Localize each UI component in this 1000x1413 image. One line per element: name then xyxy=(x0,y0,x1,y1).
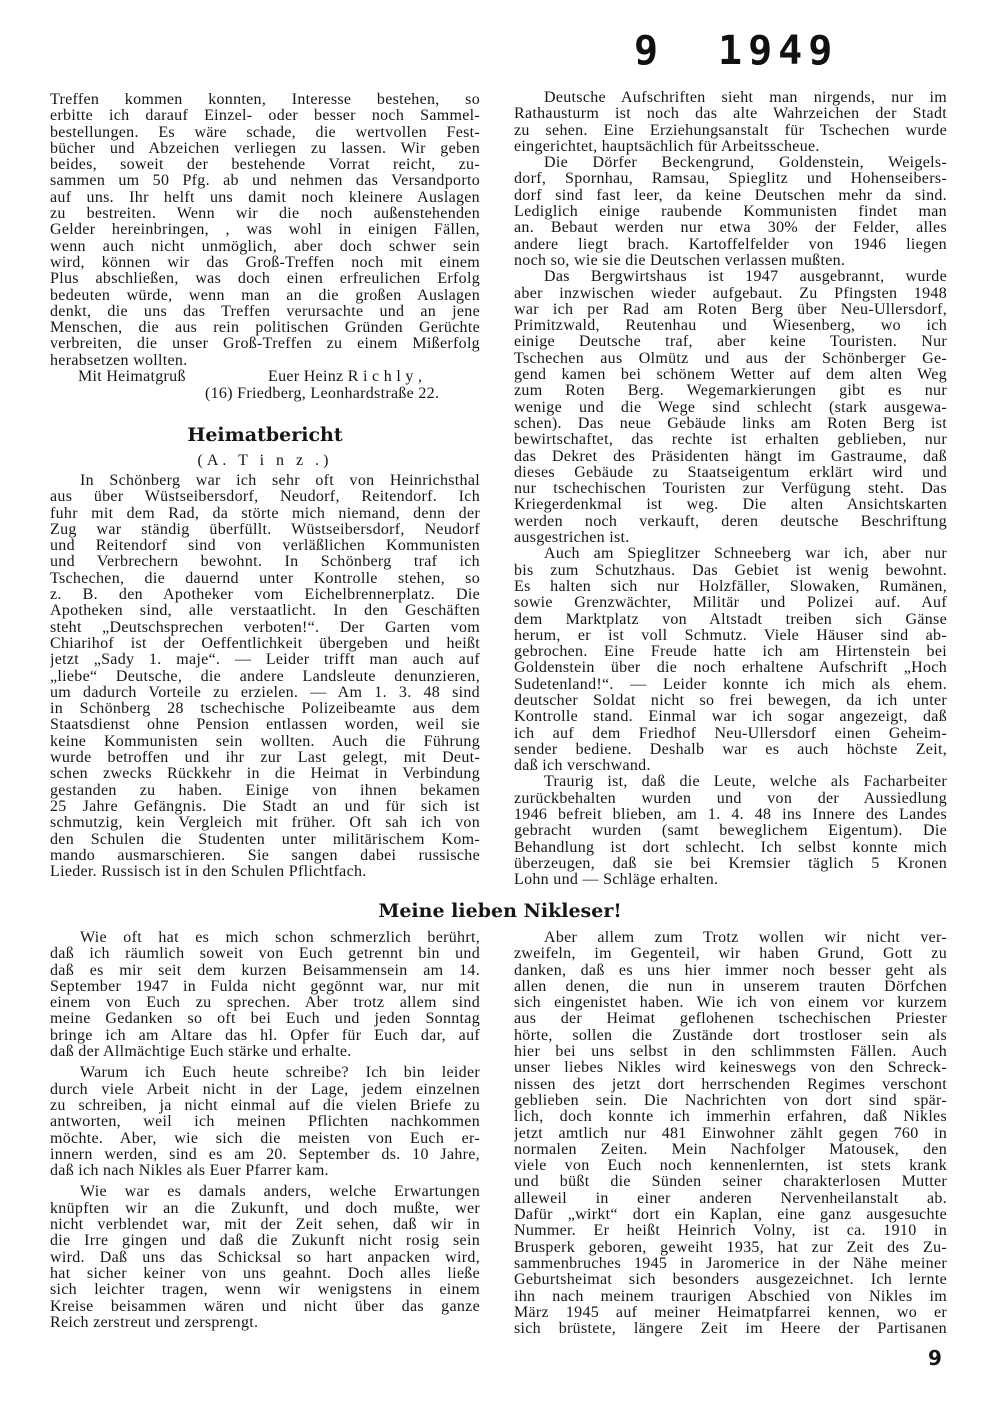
text-line: daß ich räumlich soweit von Euch getrennt bin und xyxy=(50,946,480,963)
text-line: verbreiten, die unser Groß-Treffen zu einem Mißerfolg xyxy=(50,336,480,353)
text-line: Rathausturm ist noch das alte Wahrzeichen der Stadt xyxy=(514,106,947,123)
text-line: Kriegerdenkmal ist weg. Die alten Ansichtskarten xyxy=(514,497,947,514)
letter-signature: Euer Heinz R i c h l y , xyxy=(268,368,423,385)
text-line: zurückbehalten wurden und von der Aussiedlung xyxy=(514,790,947,807)
paragraph xyxy=(50,1184,480,1331)
text-line: bücher und Abzeichen verliegen zu lassen. Wir geben xyxy=(50,140,480,157)
text-line: innern werden, sind es am 20. September ds. 10 Jahre, xyxy=(50,1146,480,1163)
text-line: Primitzwald, Reutenhau und Wiesenberg, wo ich xyxy=(514,318,947,335)
text-line: hier bei uns selbst in den schlimmsten Fällen. Auch xyxy=(514,1044,947,1061)
text-line: daß ich nach Nikles als Euer Pfarrer kam. xyxy=(50,1163,329,1180)
text-line: Gelder hereinbringen, , was wohl in einigen Fällen, xyxy=(50,222,480,239)
text-line: In Schönberg war ich sehr oft von Heinrichsthal xyxy=(80,473,480,489)
text-line: lich, doch konnte ich immerhin erfahren, daß Nikles xyxy=(514,1109,947,1126)
text-line: nur tschechischen Touristen zur Verfügung steht. Das xyxy=(514,481,947,498)
text-line: bringe ich am Altare das hl. Opfer für Euch dar, auf xyxy=(50,1027,480,1044)
text-line: „liebe“ Deutsche, die andere Landsleute denunzieren, xyxy=(50,668,480,685)
text-line: an. Bebaut werden nur etwa 30% der Felder, alles xyxy=(514,220,947,237)
text-line: Deutsche Aufschriften sieht man nirgends, nur im xyxy=(544,90,947,106)
text-line: herabsetzen wollten. xyxy=(50,352,188,369)
text-line: bis zum Schutzhaus. Das Gebiet ist wenig bewohnt. xyxy=(514,562,947,579)
text-line: jetzt amtlich nur 481 Einwohner zählt gegen 760 in xyxy=(514,1125,947,1142)
text-line: einige Deutsche traf, aber keine Touristen. Nur xyxy=(514,334,947,351)
text-line: bedeuten würde, wenn man an die großen Auslagen xyxy=(50,287,480,304)
text-line: Auch am Spieglitzer Schneeberg war ich, aber nur xyxy=(544,546,947,563)
page-number: 9 xyxy=(928,1346,942,1370)
text-line: keine Kommunisten sein wollten. Auch die Führung xyxy=(50,733,480,750)
paragraph xyxy=(514,90,947,155)
text-line: Plus abschließen, was doch einen erfreulichen Erfolg xyxy=(50,271,480,288)
text-line: Sudetenland!“. — Leider konnte ich mich als ehem. xyxy=(514,676,947,693)
text-line: und Reitendorf sind von verläßlichen Kommunisten xyxy=(50,538,480,555)
text-line: Geburtsheimat sich besonders ausgezeichnet. Ich lernte xyxy=(514,1272,947,1289)
paragraph xyxy=(514,774,947,888)
text-line: bewirtschaftet, das rechte ist erhalten geblieben, nur xyxy=(514,432,947,449)
text-line: sammen um 50 Pfg. ab und nehmen das Versandporto xyxy=(50,173,480,190)
text-line: antworten, weil ich meinen Pflichten nachkommen xyxy=(50,1114,480,1131)
text-line: in Schönberg 28 tschechische Polizeibeamte aus dem xyxy=(50,701,480,718)
text-line: knüpften wir an die Zukunft, und doch mußte, wer xyxy=(50,1200,480,1217)
text-line: werden noch verkauft, deren deutsche Beschriftung xyxy=(514,513,947,530)
text-line: einem von Euch zu sprechen. Aber trotz allem sind xyxy=(50,995,480,1012)
paragraph xyxy=(50,92,480,369)
text-line: Lediglich einige raubende Kommunisten findet man xyxy=(514,204,947,221)
nikleser-left-body xyxy=(50,930,480,1331)
text-line: 25 Jahre Gefängnis. Die Stadt an und für sich ist xyxy=(50,798,480,815)
text-line: denkt, die uns das Treffen verursachte und an jene xyxy=(50,303,480,320)
text-line: nicht verblendet war, mit der Zeit sehen, daß wir in xyxy=(50,1217,480,1234)
text-line: Treffen kommen konnten, Interesse bestehen, so xyxy=(50,92,480,108)
text-line: Behandlung ist dort schlecht. Ich selbst konnte mich xyxy=(514,839,947,856)
text-line: sender bediene. Deshalb war es auch höchste Zeit, xyxy=(514,741,947,758)
issue-number-stamp: 9 xyxy=(634,28,665,74)
text-line: aber inzwischen wieder aufgebaut. Zu Pfingsten 1948 xyxy=(514,285,947,302)
heimatbericht-title: Heimatbericht xyxy=(187,424,343,446)
heimatbericht-body xyxy=(50,473,480,880)
text-line: wird, können wir das Groß-Treffen noch mit einem xyxy=(50,254,480,271)
text-line: Warum ich Euch heute schreibe? Ich bin leider xyxy=(80,1065,480,1082)
text-line: Dafür „wirkt“ dort ein Kaplan, eine ganz ausgesuchte xyxy=(514,1207,947,1224)
text-line: hat sicher keiner von uns geahnt. Doch alles ließe xyxy=(50,1265,480,1282)
paragraph xyxy=(514,269,947,546)
paragraph xyxy=(50,473,480,880)
letter-greeting: Mit Heimatgruß xyxy=(78,368,186,385)
text-line: Menschen, die aus rein politischen Gründen Gerüchte xyxy=(50,320,480,337)
text-line: September 1947 in Fulda nicht gegönnt war, nur mit xyxy=(50,978,480,995)
paragraph xyxy=(50,930,480,1060)
text-line: herum, er ist voll Schmutz. Viele Häuser sind ab- xyxy=(514,627,947,644)
text-line: zu bestreiten. Wenn wir die noch außenstehenden xyxy=(50,206,480,223)
text-line: Wie war es damals anders, welche Erwartungen xyxy=(80,1184,480,1201)
text-line: normalen Zeiten. Mein Nachfolger Matousek, den xyxy=(514,1141,947,1158)
text-line: nissen des jetzt dort herrschenden Regimes verschont xyxy=(514,1076,947,1093)
text-line: Goldenstein über die noch erhaltene Aufschrift „Hoch xyxy=(514,660,947,677)
text-line: Tschechen, die dauernd unter Kontrolle stehen, so xyxy=(50,570,480,587)
text-line: dorf sind fast leer, da keine Deutschen mehr da sind. xyxy=(514,187,947,204)
text-line: Staatsdienst ohne Pension entlassen worden, weil sie xyxy=(50,717,480,734)
text-line: hörte, sollen die Zustände dort trostloser sein als xyxy=(514,1027,947,1044)
text-line: steht „Deutschsprechen verboten!“. Der Garten vom xyxy=(50,619,480,636)
text-line: bestellungen. Es wäre schade, die wertvollen Fest- xyxy=(50,124,480,141)
text-line: schmutzig, kein Vergleich mit früher. Oft sah ich von xyxy=(50,815,480,832)
text-line: ihn nach meinem traurigen Abschied von Nikles im xyxy=(514,1288,947,1305)
text-line: allen denen, die nun in unserem trauten Dörfchen xyxy=(514,978,947,995)
text-line: war ich per Rad am Roten Berg über Neu-Ullersdorf, xyxy=(514,301,947,318)
text-line: Zug war ständig überfüllt. Wüstseibersdorf, Neudorf xyxy=(50,521,480,538)
text-line: dorf, Spornhau, Ramsau, Spieglitz und Hohenseibers- xyxy=(514,171,947,188)
text-line: erbitte ich darauf Einzel- oder besser noch Sammel- xyxy=(50,108,480,125)
text-line: noch so, wie sie die Deutschen verlassen mußten. xyxy=(514,252,846,269)
text-line: wurde betroffen und ihr zur Last gelegt, mit Deut- xyxy=(50,750,480,767)
text-line: Reich zerstreut und zersprengt. xyxy=(50,1314,259,1331)
text-line: überzeugen, daß sie bei Kremsier täglich 5 Kronen xyxy=(514,855,947,872)
text-line: Kreise beisammen wären und nicht über das ganze xyxy=(50,1298,480,1315)
text-line: Aber allem zum Trotz wollen wir nicht ver- xyxy=(544,930,947,946)
text-line: fuhr mit dem Rad, da störte mich niemand, denn der xyxy=(50,505,480,522)
text-line: Chiarihof ist der Oeffentlichkeit übergeben und heißt xyxy=(50,635,480,652)
text-line: dem Marktplatz von Altstadt treiben sich Gänse xyxy=(514,611,947,628)
text-line: danken, daß es uns hier immer noch besser geht als xyxy=(514,962,947,979)
text-line: Wie oft hat es mich schon schmerzlich berührt, xyxy=(80,930,480,946)
text-line: schen zwecks Rückkehr in die Heimat in Verbindung xyxy=(50,766,480,783)
nikleser-right-body xyxy=(514,930,947,1337)
text-line: auf uns. Ihr helft uns damit noch kleinere Auslagen xyxy=(50,189,480,206)
text-line: daß ich verschwand. xyxy=(514,758,651,775)
text-line: Die Dörfer Beckengrund, Goldenstein, Weigels- xyxy=(544,155,947,172)
paragraph xyxy=(514,930,947,1337)
text-line: jetzt „Sady 1. maje“. — Leider trifft man auch auf xyxy=(50,652,480,669)
text-line: Lieder. Russisch ist in den Schulen Pflichtfach. xyxy=(50,864,367,881)
text-line: zweifeln, im Gegenteil, wir haben Grund, Gott zu xyxy=(514,946,947,963)
text-line: sammenbruches 1945 in Jaromerice in der Nähe meiner xyxy=(514,1255,947,1272)
text-line: wird. Daß uns das Schicksal so hart anpacken wird, xyxy=(50,1249,480,1266)
paragraph xyxy=(514,155,947,269)
text-line: sich leichter tragen, wenn wir wenigstens in einem xyxy=(50,1282,480,1299)
letter-address: (16) Friedberg, Leonhardstraße 22. xyxy=(205,385,440,402)
heimatbericht-author: (A. T i n z .) xyxy=(197,452,333,469)
text-line: wenn auch nicht unmöglich, aber doch schwer sein xyxy=(50,238,480,255)
text-line: Es halten sich nur Holzfäller, Slowaken, Rumänen, xyxy=(514,578,947,595)
text-line: meine Gedanken so oft bei Euch und jeden Sonntag xyxy=(50,1011,480,1028)
text-line: mando ausmarschieren. Sie sangen dabei russische xyxy=(50,847,480,864)
text-line: dieses Gebäude zu Staatseigentum erklärt wird und xyxy=(514,464,947,481)
text-line: zu schreiben, ja nicht einmal auf die vielen Briefe zu xyxy=(50,1097,480,1114)
text-line: deutscher Soldat nicht so frei bewegen, da ich unter xyxy=(514,692,947,709)
text-line: Nummer. Er heißt Heinrich Volny, ist ca. 1910 in xyxy=(514,1223,947,1240)
nikleser-title: Meine lieben Nikleser! xyxy=(378,900,622,922)
text-line: aus der Heimat geflohenen tschechischen Priester xyxy=(514,1011,947,1028)
text-line: wenige und die Wege sind schlecht (stark ausgewa- xyxy=(514,399,947,416)
text-line: zu sehen. Eine Erziehungsanstalt für Tschechen wurde xyxy=(514,122,947,139)
text-line: unser liebes Nikles wird keineswegs von den Schreck- xyxy=(514,1060,947,1077)
text-line: sowie Grenzwächter, Militär und Polizei auf. Auf xyxy=(514,595,947,612)
text-line: daß es mir seit dem kurzen Beisammensein am 14. xyxy=(50,962,480,979)
text-line: gebracht wurden (samt beweglichem Eigentum). Die xyxy=(514,823,947,840)
text-line: zum Roten Berg. Wegemarkierungen gibt es nur xyxy=(514,383,947,400)
text-line: geblieben sein. Die Nachrichten von dort sind spär- xyxy=(514,1092,947,1109)
text-line: Brusperk geboren, geweiht 1935, hat zur Zeit des Zu- xyxy=(514,1239,947,1256)
text-line: und Verbrechern bewohnt. In Schönberg traf ich xyxy=(50,554,480,571)
text-line: und büßt die Sünden seiner charakterlosen Mutter xyxy=(514,1174,947,1191)
text-line: daß der Allmächtige Euch stärke und erhalte. xyxy=(50,1044,352,1061)
text-line: eingerichtet, hauptsächlich für Arbeitsscheue. xyxy=(514,138,820,155)
text-line: Kontrolle stand. Einmal war ich sogar angezeigt, daß xyxy=(514,709,947,726)
paragraph xyxy=(514,546,947,774)
text-line: Tschechen aus Olmütz und aus der Schönberger Ge- xyxy=(514,350,947,367)
text-line: 1946 befreit blieben, am 1. 4. 48 ins Innere des Landes xyxy=(514,807,947,824)
letter-end-body xyxy=(50,92,480,369)
text-line: die Irre gingen und daß die Zukunft nicht rosig sein xyxy=(50,1233,480,1250)
text-line: aus über Wüstseibersdorf, Neudorf, Reitendorf. Ich xyxy=(50,489,480,506)
text-line: Das Bergwirtshaus ist 1947 ausgebrannt, wurde xyxy=(544,269,947,286)
text-line: das Dekret des Präsidenten hängt im Gastraume, daß xyxy=(514,448,947,465)
text-line: den Schulen die Studenten unter militärischem Kom- xyxy=(50,831,480,848)
text-line: Traurig ist, daß die Leute, welche als Facharbeiter xyxy=(544,774,947,791)
paragraph xyxy=(50,1065,480,1179)
text-line: viele von Euch noch kennenlernten, ist stets krank xyxy=(514,1158,947,1175)
text-line: um dadurch Vorteile zu erzielen. — Am 1. 3. 48 sind xyxy=(50,684,480,701)
text-line: alleweil in einer anderen Nervenheilanstalt ab. xyxy=(514,1190,947,1207)
text-line: sich brüstete, längere Zeit im Heere der Partisanen xyxy=(514,1321,947,1338)
text-line: schen). Das neue Gebäude links am Roten Berg ist xyxy=(514,415,947,432)
text-line: Lohn und — Schläge erhalten. xyxy=(514,872,719,889)
text-line: gend kamen bei schönem Wetter auf dem alten Weg xyxy=(514,367,947,384)
text-line: beides, soweit der bestehende Vorrat reicht, zu- xyxy=(50,157,480,174)
text-line: durch viele Arbeit nicht in der Lage, jedem einzelnen xyxy=(50,1081,480,1098)
heimatbericht-continued-body xyxy=(514,90,947,889)
text-line: gebrochen. Eine Freude hatte ich am Hirtenstein bei xyxy=(514,644,947,661)
text-line: andere liegt brach. Kartoffelfelder von 1946 liegen xyxy=(514,236,947,253)
text-line: z. B. den Apotheker vom Eichelbrennerplatz. Die xyxy=(50,587,480,604)
issue-year-stamp: 1949 xyxy=(718,28,839,74)
text-line: möchte. Aber, wie sich die meisten von Euch er- xyxy=(50,1130,480,1147)
text-line: gestanden zu haben. Einige von ihnen bekamen xyxy=(50,782,480,799)
text-line: ausgestrichen ist. xyxy=(514,530,630,547)
text-line: ich auf dem Friedhof Neu-Ullersdorf einen Geheim- xyxy=(514,725,947,742)
text-line: sich eingenistet haben. Wie ich von einem vor kurzem xyxy=(514,995,947,1012)
text-line: März 1945 auf meiner Heimatpfarrei kennen, wo er xyxy=(514,1304,947,1321)
text-line: Apotheken sind, alle verstaatlicht. In den Geschäften xyxy=(50,603,480,620)
